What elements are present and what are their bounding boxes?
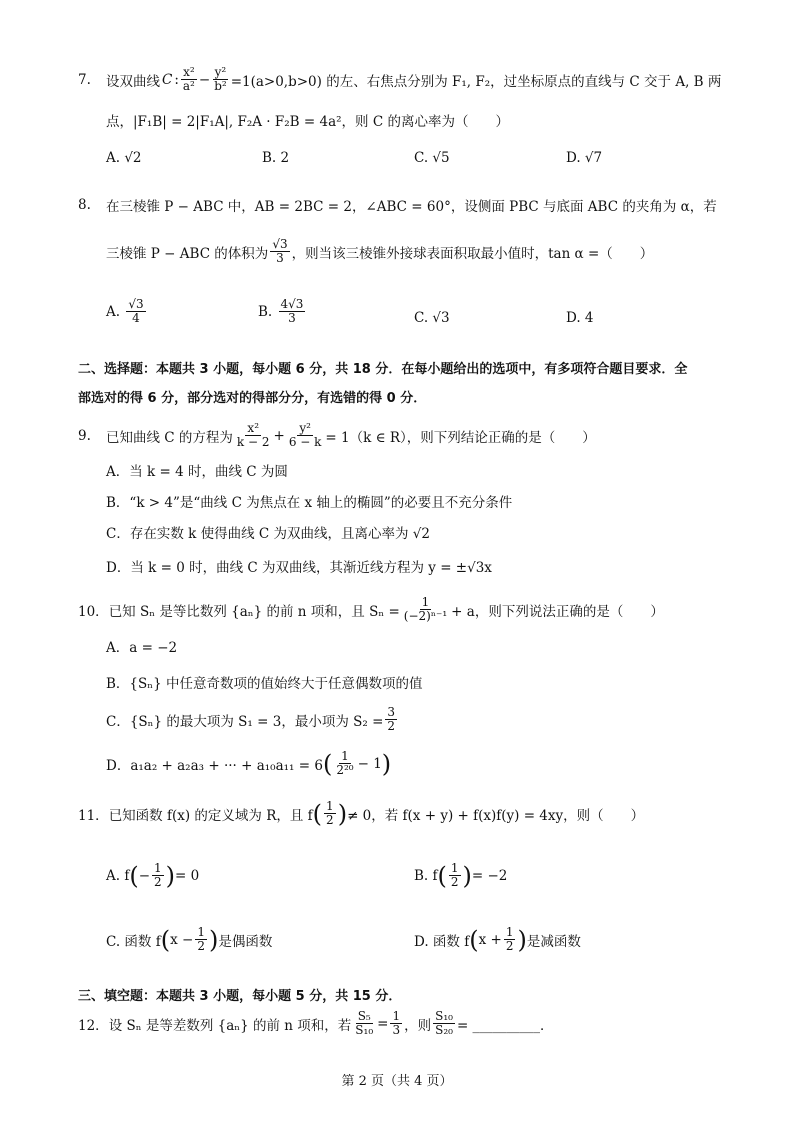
q11-text-b: ≠ 0，若 f(x + y) + f(x)f(y) = 4xy，则（ ） <box>347 807 645 824</box>
q9-option-a: A．当 k = 4 时，曲线 C 为圆 <box>106 464 288 480</box>
q7-option-d: D. √7 <box>566 150 603 166</box>
q11-option-b: B. f ( $\frac{1}{2}$ ) = −2 <box>414 861 508 890</box>
q11-line1: 11． 已知函数 f(x) 的定义域为 R，且 f ( $\frac{1}{2}$ ) ≠ 0，若 f(x + y) + f(x)f(y) = 4xy，则（ ） <box>78 799 645 828</box>
q10-number: 10． <box>78 603 109 620</box>
q7-number: 7. <box>78 71 91 88</box>
q11-text-a: 已知函数 f(x) 的定义域为 R，且 f <box>108 807 313 824</box>
q7-frac-x: $\frac{\text{x²}}{\text{a²}}$ <box>182 65 195 94</box>
q7-text-a: 设双曲线 <box>106 73 160 90</box>
q7-text-b: =1(a>0,b>0) 的左、右焦点分别为 F₁, F₂，过坐标原点的直线与 C 交于 A, B 两 <box>230 73 722 90</box>
q7-option-b: B. 2 <box>262 150 290 166</box>
q8-option-b: B. $\frac{4√3}{3}$ <box>258 297 304 326</box>
q10-option-a: A．a = −2 <box>106 640 178 656</box>
q8-text-2a: 三棱锥 P − ABC 的体积为 <box>106 245 269 262</box>
q10-line1 <box>78 596 664 623</box>
q8-line1 <box>78 195 717 215</box>
q8-volume-frac: $\frac{√3}{3}$ <box>272 237 288 266</box>
q12-frac-1: $\frac{\text{S₅}}{\text{S₁₀}}$ <box>355 1009 374 1038</box>
q9-option-b: B．“k > 4”是“曲线 C 为焦点在 x 轴上的椭圆”的必要且不充分条件 <box>106 495 513 511</box>
q10-text-b: + a，则下列说法正确的是（ ） <box>451 603 664 620</box>
q9-text-b: = 1（k ∈ R），则下列结论正确的是（ ） <box>325 429 596 446</box>
q7-option-a: A. √2 <box>106 150 142 166</box>
q11-number: 11． <box>78 807 109 824</box>
q8-text-2b: ，则当该三棱锥外接球表面积取最小值时，tan α =（ ） <box>291 245 654 262</box>
q10-frac: $\frac{1}{\text{(−2)ⁿ⁻¹}}$ <box>403 595 448 624</box>
page-footer: 第 2 页（共 4 页） <box>341 1074 453 1089</box>
section2-heading-line2: 部选对的得 6 分，部分选对的得部分分，有选错的得 0 分． <box>78 391 427 406</box>
q7-line2 <box>106 110 509 130</box>
q11-frac: $\frac{1}{2}$ <box>326 799 334 828</box>
q9-text-a: 已知曲线 C 的方程为 <box>106 429 233 446</box>
q11-option-d: D. 函数 f ( x + $\frac{1}{2}$ ) 是减函数 <box>414 925 581 954</box>
q9-option-d: D．当 k = 0 时，曲线 C 为双曲线，其渐近线方程为 y = ±√3x <box>106 560 492 576</box>
q12-number: 12． <box>78 1017 109 1034</box>
q7-frac-y: $\frac{\text{y²}}{\text{b²}}$ <box>214 65 227 94</box>
section2-heading-line1: 二、选择题：本题共 3 小题，每小题 6 分，共 18 分．在每小题给出的选项中，有多项符合题目要求．全 <box>78 362 688 377</box>
q9-option-c: C．存在实数 k 使得曲线 C 为双曲线，且离心率为 √2 <box>106 526 430 542</box>
q8-line2 <box>106 238 653 265</box>
q9-frac-1: $\frac{\text{x²}}{k - 2}$ <box>236 421 270 450</box>
q12-line1: 12． 设 Sₙ 是等差数列 {aₙ} 的前 n 项和，若 $\frac{\text{S₅}}{\text{S₁₀}}$ = $\frac{1}{3}$ ，则 $\frac{\text{S₁₀}}{\text{S₂₀}}$ = __________． <box>78 1009 554 1038</box>
q10-option-c: C．{Sₙ} 的最大项为 S₁ = 3，最小项为 S₂ = $\frac{3}{2}$ <box>106 705 396 734</box>
q8-number: 8. <box>78 197 91 213</box>
q10-option-b: B．{Sₙ} 中任意奇数项的值始终大于任意偶数项的值 <box>106 676 423 692</box>
q12-answer-blank: = __________． <box>456 1017 554 1034</box>
q9-line1: 9. 已知曲线 C 的方程为 $\frac{\text{x²}}{k - 2}$ + $\frac{\text{y²}}{6 - k}$ = 1（k ∈ R），则下列结论正确的是（ ） <box>78 421 596 450</box>
q11-option-a: A. f ( − $\frac{1}{2}$ ) = 0 <box>106 861 200 890</box>
q7-text-2: 点，|F₁B| = 2|F₁A|, F₂A · F₂B = 4a²，则 C 的离心率为（ ） <box>106 114 509 130</box>
q11-option-c: C. 函数 f ( x − $\frac{1}{2}$ ) 是偶函数 <box>106 925 273 954</box>
q12-frac-2: $\frac{1}{3}$ <box>392 1009 401 1038</box>
q8-option-d: D. 4 <box>566 310 594 326</box>
q10-text-a: 已知 Sₙ 是等比数列 {aₙ} 的前 n 项和，且 Sₙ = <box>108 603 400 620</box>
q7-curve: C <box>162 71 173 88</box>
q9-number: 9. <box>78 427 91 444</box>
q10-option-d: D．a₁a₂ + a₂a₃ + ··· + a₁₀a₁₁ = 6 ( $\frac{1}{\text{2²⁰}}$ − 1 ) <box>106 749 392 778</box>
q12-frac-3: $\frac{\text{S₁₀}}{\text{S₂₀}}$ <box>435 1009 453 1038</box>
section3-heading: 三、填空题：本题共 3 小题，每小题 5 分，共 15 分． <box>78 989 402 1004</box>
q8-text-1: 在三棱锥 P − ABC 中，AB = 2BC = 2，∠ABC = 60°，设侧面 PBC 与底面 ABC 的夹角为 α，若 <box>106 199 717 215</box>
q7-line1: 7. 设双曲线 C : $\frac{\text{x²}}{\text{a²}}$ − $\frac{\text{y²}}{\text{b²}}$ =1(a>0,b>0) 的左、右焦点分别为 F₁, F₂，过坐标原点的直线与 C 交于 A, B 两 <box>78 65 722 94</box>
q12-text-a: 设 Sₙ 是等差数列 {aₙ} 的前 n 项和，若 <box>108 1017 352 1034</box>
q12-text-b: ，则 <box>404 1017 432 1034</box>
q8-option-a: A. $\frac{√3}{4}$ <box>106 297 144 326</box>
q8-option-c: C. √3 <box>414 310 450 326</box>
q9-frac-2: $\frac{\text{y²}}{6 - k}$ <box>288 421 322 450</box>
q7-option-c: C. √5 <box>414 150 450 166</box>
